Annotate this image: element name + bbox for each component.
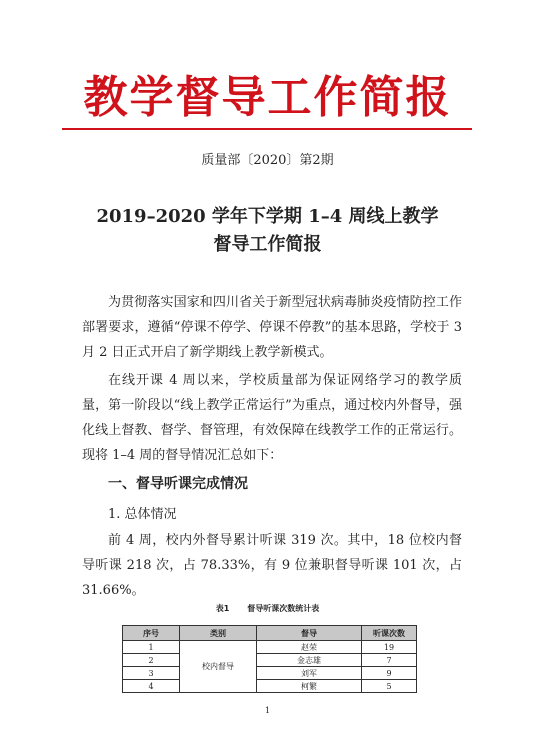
cell-supervisor: 赵荣 — [257, 641, 362, 654]
cell-count: 19 — [362, 641, 417, 654]
overview-paragraph: 前 4 周，校内外督导累计听课 319 次。其中，18 位校内督导听课 218 次，占 78.33%，有 9 位兼职督导听课 101 次，占 31.66%。 — [82, 533, 462, 598]
table-row — [123, 654, 417, 667]
table-caption — [0, 603, 535, 614]
header-no: 序号 — [123, 626, 180, 641]
issue-number: 质量部〔2020〕第2期 — [201, 153, 334, 168]
document-title — [0, 203, 535, 259]
masthead-title: 教学督导工作简报 — [83, 72, 452, 123]
header-category: 类别 — [180, 626, 257, 641]
masthead-divider — [62, 128, 472, 130]
title-line-1: 2019–2020 学年下学期 1–4 周线上教学 — [96, 206, 439, 227]
cell-count: 7 — [362, 654, 417, 667]
table-row — [123, 667, 417, 680]
cell-category: 校内督导 — [180, 641, 257, 693]
cell-no: 4 — [123, 680, 180, 693]
cell-no: 1 — [123, 641, 180, 654]
cell-count: 9 — [362, 667, 417, 680]
page-number: 1 — [264, 706, 271, 715]
table-header-row — [123, 626, 417, 641]
title-line-2: 督导工作简报 — [213, 234, 322, 255]
header-count: 听课次数 — [362, 626, 417, 641]
cell-count: 5 — [362, 680, 417, 693]
table-caption-text: 督导听课次数统计表 — [247, 604, 320, 613]
table-row — [123, 680, 417, 693]
header-supervisor: 督导 — [257, 626, 362, 641]
supervision-stats-table — [122, 625, 417, 693]
cell-supervisor: 柯繁 — [257, 680, 362, 693]
table-caption-label: 表1 — [215, 604, 230, 613]
cell-no: 3 — [123, 667, 180, 680]
cell-no: 2 — [123, 654, 180, 667]
section-heading: 一、督导听课完成情况 — [108, 476, 248, 492]
summary-paragraph: 在线开课 4 周以来，学校质量部为保证网络学习的教学质量，第一阶段以“线上教学正常运行”为重点，通过校内外督导，强化线上督教、督学、督管理，有效保障在线教学工作的正常运行。现将 1–4 周的督导情况汇总如下： — [82, 373, 462, 463]
cell-supervisor: 刘军 — [257, 667, 362, 680]
table-row — [123, 641, 417, 654]
intro-paragraph: 为贯彻落实国家和四川省关于新型冠状病毒肺炎疫情防控工作部署要求，遵循“停课不停学、停课不停教”的基本思路，学校于 3 月 2 日正式开启了新学期线上教学新模式。 — [82, 295, 462, 360]
subsection-heading: 1. 总体情况 — [108, 507, 177, 522]
cell-supervisor: 金志雄 — [257, 654, 362, 667]
